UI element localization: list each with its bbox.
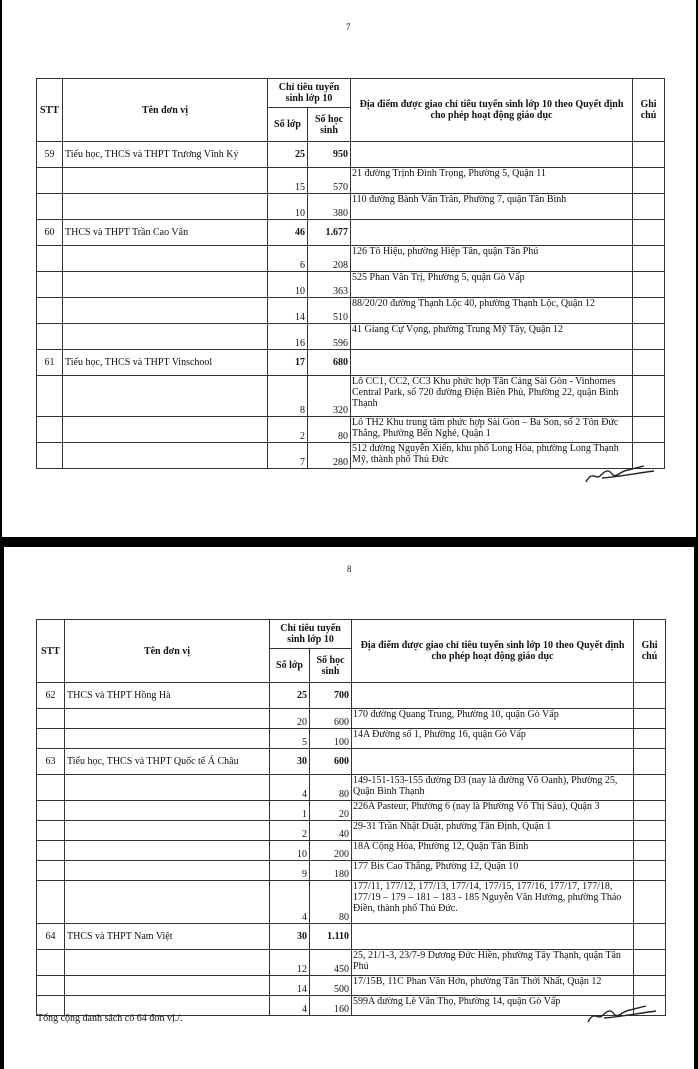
students-cell: 570 (308, 168, 351, 194)
classes-cell: 14 (268, 298, 308, 324)
note-cell (634, 924, 666, 950)
stt-cell (37, 709, 65, 729)
unit-name-cell (65, 950, 270, 976)
header-note: Ghi chú (634, 620, 666, 683)
unit-name-cell (65, 709, 270, 729)
table-row (37, 220, 665, 246)
header-students: Số học sinh (308, 108, 351, 142)
students-cell: 1.677 (308, 220, 351, 246)
stt-cell (37, 801, 65, 821)
classes-cell: 2 (268, 417, 308, 443)
classes-cell: 2 (270, 821, 310, 841)
students-cell: 20 (310, 801, 352, 821)
classes-cell: 8 (268, 376, 308, 417)
page-number: 8 (347, 564, 352, 574)
document-page-7 (2, 0, 696, 537)
table-row (37, 861, 666, 881)
header-quota: Chỉ tiêu tuyển sinh lớp 10 (270, 620, 352, 649)
unit-name-cell: Tiểu học, THCS và THPT Quốc tế Á Châu (65, 749, 270, 775)
classes-cell: 5 (270, 729, 310, 749)
note-cell (633, 142, 665, 168)
table-row (37, 976, 666, 996)
note-cell (633, 298, 665, 324)
address-cell: 226A Pasteur, Phường 6 (nay là Phường Võ Thị Sáu), Quận 3 (352, 801, 634, 821)
address-cell: 149-151-153-155 đường D3 (nay là đường Võ Oanh), Phường 25, Quận Bình Thạnh (352, 775, 634, 801)
header-location: Địa điểm được giao chỉ tiêu tuyển sinh lớp 10 theo Quyết định cho phép hoạt động giáo dục (351, 79, 633, 142)
stt-cell: 63 (37, 749, 65, 775)
address-cell: 170 đường Quang Trung, Phường 10, quận Gò Vấp (352, 709, 634, 729)
note-cell (633, 272, 665, 298)
students-cell: 500 (310, 976, 352, 996)
unit-name-cell (65, 881, 270, 924)
address-cell (351, 142, 633, 168)
classes-cell: 15 (268, 168, 308, 194)
stt-cell (37, 881, 65, 924)
table-row (37, 350, 665, 376)
classes-cell: 17 (268, 350, 308, 376)
stt-cell: 60 (37, 220, 63, 246)
stt-cell (37, 272, 63, 298)
header-stt: STT (37, 620, 65, 683)
note-cell (634, 709, 666, 729)
address-cell: 177/11, 177/12, 177/13, 177/14, 177/15, 177/16, 177/17, 177/18, 177/19 – 179 – 181 – 183 - 185 Nguyễn Văn Hưởng, phường Thảo Điền, thành phố Thủ Đức. (352, 881, 634, 924)
stt-cell (37, 950, 65, 976)
unit-name-cell (63, 376, 268, 417)
table-row (37, 246, 665, 272)
header-classes: Số lớp (268, 108, 308, 142)
table-row (37, 749, 666, 775)
unit-name-cell: THCS và THPT Hồng Hà (65, 683, 270, 709)
address-cell: 21 đường Trịnh Đình Trọng, Phường 5, Quận 11 (351, 168, 633, 194)
students-cell: 200 (310, 841, 352, 861)
address-cell: 41 Giang Cự Vọng, phường Trung Mỹ Tây, Quận 12 (351, 324, 633, 350)
note-cell (634, 749, 666, 775)
header-classes: Số lớp (270, 649, 310, 683)
address-cell: 88/20/20 đường Thạnh Lộc 40, phường Thạnh Lộc, Quận 12 (351, 298, 633, 324)
classes-cell: 12 (270, 950, 310, 976)
unit-name-cell: THCS và THPT Trần Cao Vân (63, 220, 268, 246)
students-cell: 380 (308, 194, 351, 220)
classes-cell: 10 (268, 194, 308, 220)
stt-cell (37, 841, 65, 861)
students-cell: 160 (310, 996, 352, 1016)
students-cell: 40 (310, 821, 352, 841)
students-cell: 80 (310, 775, 352, 801)
table-row (37, 924, 666, 950)
note-cell (633, 376, 665, 417)
unit-name-cell (63, 194, 268, 220)
classes-cell: 4 (270, 775, 310, 801)
note-cell (633, 220, 665, 246)
classes-cell: 25 (268, 142, 308, 168)
note-cell (634, 950, 666, 976)
unit-name-cell (63, 443, 268, 469)
address-cell: 177 Bis Cao Thắng, Phường 12, Quận 10 (352, 861, 634, 881)
table-row (37, 272, 665, 298)
stt-cell: 64 (37, 924, 65, 950)
table-row (37, 801, 666, 821)
stt-cell (37, 324, 63, 350)
students-cell: 510 (308, 298, 351, 324)
unit-name-cell (65, 976, 270, 996)
note-cell (633, 168, 665, 194)
unit-name-cell (65, 801, 270, 821)
table-row (37, 194, 665, 220)
note-cell (633, 417, 665, 443)
address-cell: 599A đường Lê Văn Thọ, Phường 14, quận Gò Vấp (352, 996, 634, 1016)
document-page-8 (4, 547, 694, 1069)
table-row (37, 841, 666, 861)
students-cell: 600 (310, 709, 352, 729)
note-cell (634, 861, 666, 881)
students-cell: 320 (308, 376, 351, 417)
note-cell (633, 194, 665, 220)
students-cell: 596 (308, 324, 351, 350)
table-row (37, 324, 665, 350)
note-cell (633, 246, 665, 272)
address-cell: 14A Đường số 1, Phường 16, quận Gò Vấp (352, 729, 634, 749)
stt-cell (37, 861, 65, 881)
school-quota-table (36, 78, 665, 469)
students-cell: 680 (308, 350, 351, 376)
classes-cell: 6 (268, 246, 308, 272)
note-cell (634, 976, 666, 996)
classes-cell: 46 (268, 220, 308, 246)
address-cell: 18A Cộng Hòa, Phường 12, Quận Tân Bình (352, 841, 634, 861)
unit-name-cell (65, 775, 270, 801)
classes-cell: 4 (270, 881, 310, 924)
classes-cell: 1 (270, 801, 310, 821)
table-body (37, 142, 665, 469)
note-cell (634, 801, 666, 821)
address-cell: 17/15B, 11C Phan Văn Hớn, phường Tân Thới Nhất, Quận 12 (352, 976, 634, 996)
classes-cell: 30 (270, 749, 310, 775)
address-cell: 110 đường Bành Văn Trân, Phường 7, quận Tân Bình (351, 194, 633, 220)
page-number: 7 (346, 22, 351, 32)
classes-cell: 4 (270, 996, 310, 1016)
students-cell: 600 (310, 749, 352, 775)
table-row (37, 376, 665, 417)
address-cell (352, 924, 634, 950)
table-body (37, 683, 666, 1016)
header-stt: STT (37, 79, 63, 142)
students-cell: 280 (308, 443, 351, 469)
classes-cell: 10 (268, 272, 308, 298)
classes-cell: 9 (270, 861, 310, 881)
stt-cell (37, 417, 63, 443)
stt-cell (37, 976, 65, 996)
table-row (37, 881, 666, 924)
school-quota-table (36, 619, 666, 1016)
stt-cell (37, 729, 65, 749)
unit-name-cell (65, 861, 270, 881)
table-row (37, 142, 665, 168)
table-row (37, 417, 665, 443)
header-location: Địa điểm được giao chỉ tiêu tuyển sinh lớp 10 theo Quyết định cho phép hoạt động giáo dục (352, 620, 634, 683)
address-cell: 29-31 Trần Nhật Duật, phường Tân Định, Quận 1 (352, 821, 634, 841)
address-cell: 25, 21/1-3, 23/7-9 Dương Đức Hiền, phường Tây Thạnh, quận Tân Phú (352, 950, 634, 976)
classes-cell: 14 (270, 976, 310, 996)
classes-cell: 30 (270, 924, 310, 950)
stt-cell: 61 (37, 350, 63, 376)
signature (584, 1002, 664, 1028)
address-cell: Lô TH2 Khu trung tâm phức hợp Sài Gòn – Ba Son, số 2 Tôn Đức Thắng, Phường Bến Nghé, Quận 1 (351, 417, 633, 443)
unit-name-cell (63, 417, 268, 443)
address-cell: 525 Phan Văn Trị, Phường 5, quận Gò Vấp (351, 272, 633, 298)
table-row (37, 709, 666, 729)
note-cell (634, 775, 666, 801)
stt-cell (37, 168, 63, 194)
header-students: Số học sinh (310, 649, 352, 683)
table-row (37, 821, 666, 841)
note-cell (634, 821, 666, 841)
stt-cell (37, 376, 63, 417)
header-unit: Tên đơn vị (63, 79, 268, 142)
students-cell: 700 (310, 683, 352, 709)
classes-cell: 25 (270, 683, 310, 709)
stt-cell (37, 443, 63, 469)
table-row (37, 775, 666, 801)
unit-name-cell (65, 841, 270, 861)
classes-cell: 10 (270, 841, 310, 861)
stt-cell (37, 246, 63, 272)
students-cell: 450 (310, 950, 352, 976)
students-cell: 100 (310, 729, 352, 749)
table-row (37, 168, 665, 194)
header-unit: Tên đơn vị (65, 620, 270, 683)
note-cell (634, 729, 666, 749)
stt-cell (37, 775, 65, 801)
stt-cell (37, 821, 65, 841)
stt-cell (37, 298, 63, 324)
table-row (37, 298, 665, 324)
students-cell: 950 (308, 142, 351, 168)
classes-cell: 20 (270, 709, 310, 729)
table-row (37, 729, 666, 749)
note-cell (634, 683, 666, 709)
note-cell (634, 841, 666, 861)
address-cell (352, 683, 634, 709)
students-cell: 80 (308, 417, 351, 443)
unit-name-cell: Tiểu học, THCS và THPT Vinschool (63, 350, 268, 376)
address-cell: Lô CC1, CC2, CC3 Khu phức hợp Tân Cảng Sài Gòn - Vinhomes Central Park, số 720 đường Điện Biên Phủ, Phường 22, quận Bình Thạnh (351, 376, 633, 417)
unit-name-cell (63, 272, 268, 298)
unit-name-cell (65, 821, 270, 841)
unit-name-cell (65, 729, 270, 749)
note-cell (633, 350, 665, 376)
classes-cell: 16 (268, 324, 308, 350)
note-cell (634, 881, 666, 924)
total-summary: Tổng cộng danh sách có 64 đơn vị./. (37, 1013, 183, 1024)
classes-cell: 7 (268, 443, 308, 469)
unit-name-cell (63, 298, 268, 324)
address-cell: 126 Tô Hiệu, phường Hiệp Tân, quận Tân Phú (351, 246, 633, 272)
students-cell: 1.110 (310, 924, 352, 950)
address-cell (352, 749, 634, 775)
students-cell: 363 (308, 272, 351, 298)
address-cell (351, 350, 633, 376)
address-cell (351, 220, 633, 246)
unit-name-cell (63, 168, 268, 194)
header-quota: Chỉ tiêu tuyển sinh lớp 10 (268, 79, 351, 108)
note-cell (633, 324, 665, 350)
signature (582, 462, 662, 488)
stt-cell (37, 194, 63, 220)
table-row (37, 443, 665, 469)
unit-name-cell (63, 246, 268, 272)
students-cell: 208 (308, 246, 351, 272)
table-row (37, 950, 666, 976)
stt-cell: 59 (37, 142, 63, 168)
stt-cell: 62 (37, 683, 65, 709)
students-cell: 180 (310, 861, 352, 881)
unit-name-cell: THCS và THPT Nam Việt (65, 924, 270, 950)
header-note: Ghi chú (633, 79, 665, 142)
unit-name-cell: Tiểu học, THCS và THPT Trương Vĩnh Ký (63, 142, 268, 168)
address-cell: 512 đường Nguyễn Xiển, khu phố Long Hòa, phường Long Thạnh Mỹ, thành phố Thủ Đức (351, 443, 633, 469)
unit-name-cell (63, 324, 268, 350)
table-row (37, 683, 666, 709)
students-cell: 80 (310, 881, 352, 924)
